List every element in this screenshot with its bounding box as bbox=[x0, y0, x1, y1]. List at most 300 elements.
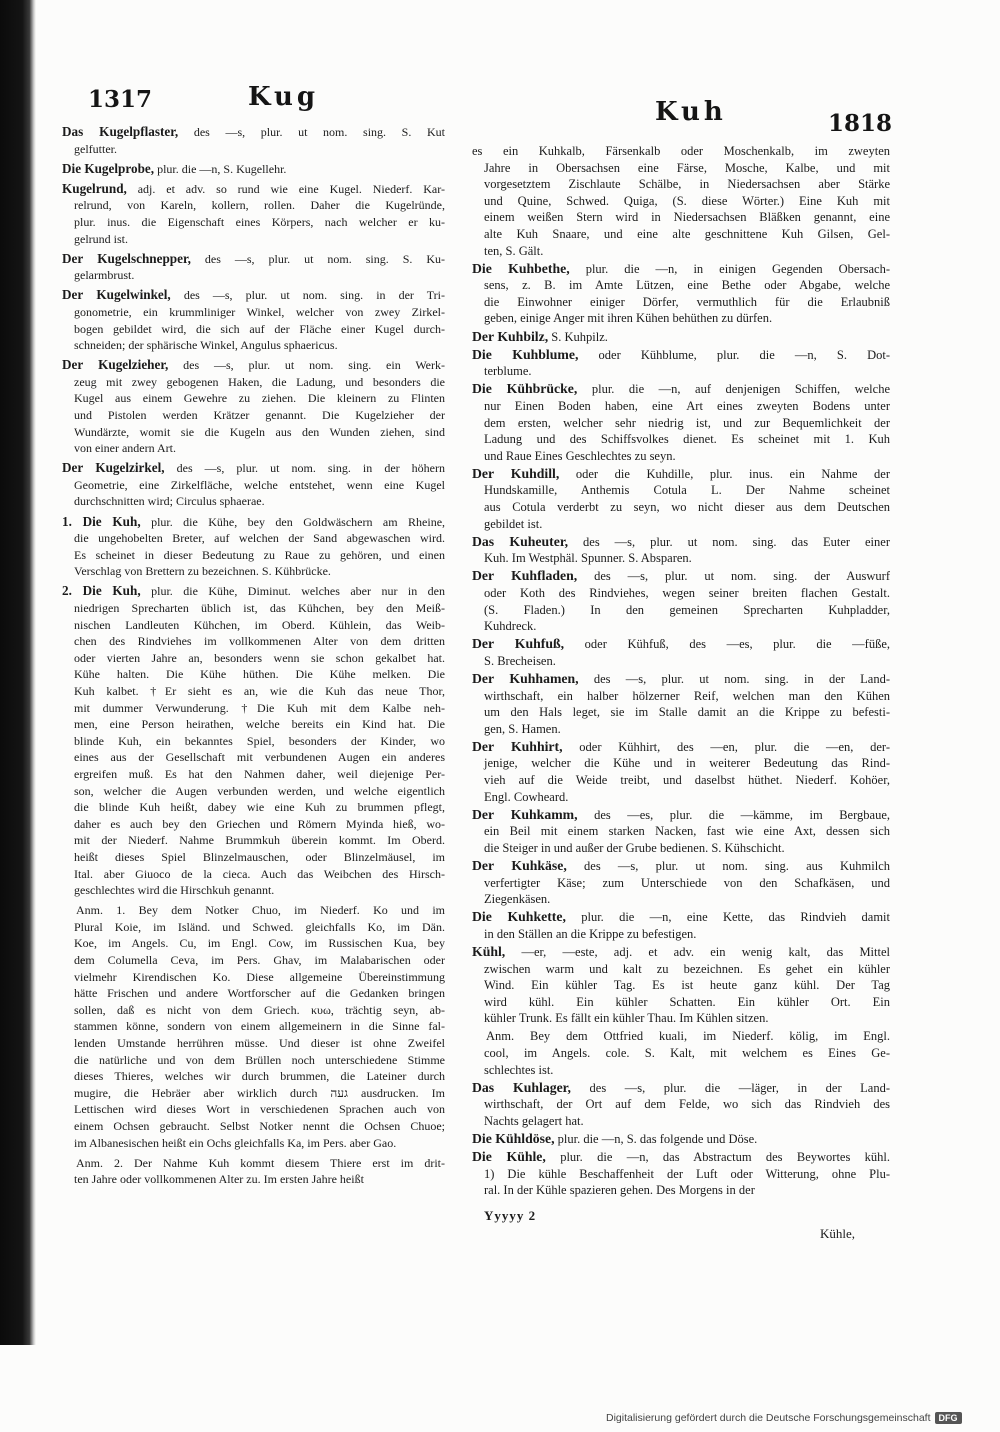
entry-line bbox=[472, 789, 890, 806]
catchword: Kühle, bbox=[820, 1226, 856, 1241]
line-text: oder Kühblume, plur. die —n, S. Dot- bbox=[598, 347, 890, 362]
line-text: und Raue Eines Geschlechtes zu seyn. bbox=[484, 448, 676, 463]
line-text: Ladung und des Schiffsvolkes dienet. Es scheinet mit 1. Kuh bbox=[484, 432, 890, 447]
entry-line bbox=[472, 875, 890, 892]
entry-line bbox=[472, 823, 890, 840]
annotation-note bbox=[62, 1155, 445, 1188]
entry-headword: Der Kuhkäse, bbox=[472, 857, 567, 873]
line-text: ein Beil mit einem starken Nacken, fast wie eine Axt, dessen sich bbox=[484, 824, 890, 839]
line-text: des —s, plur. ut nom. sing. S. Kut bbox=[193, 125, 445, 139]
annotation-note bbox=[62, 902, 445, 1151]
line-text: in den Ställen an die Krippe zu befestigen. bbox=[484, 926, 697, 941]
entry-line bbox=[62, 766, 445, 783]
entry-line bbox=[472, 994, 890, 1011]
line-text: mit der Niederf. Nahme Brummkuh überein kommt. Im Oberd. bbox=[74, 833, 445, 848]
dictionary-entry bbox=[472, 909, 890, 942]
entry-line bbox=[472, 143, 890, 160]
line-text: des —s, plur. ut nom. sing. ein Werk- bbox=[183, 358, 445, 373]
line-text: die Steiger in und außer der Grube bedienen. S. Kühschicht. bbox=[484, 840, 785, 855]
entry-line bbox=[62, 716, 445, 733]
entry-headword: Das Kugelpflaster, bbox=[62, 124, 179, 139]
entry-line bbox=[62, 357, 445, 374]
line-text: um den Hals leget, sie im Stalle damit an die Krippe zu befesti- bbox=[484, 705, 890, 720]
line-text: Koe, im Angels. Cu, im Engl. Cow, im Russischen Kua, bey bbox=[74, 936, 445, 951]
entry-line bbox=[472, 688, 890, 705]
line-text: Engl. Cowheard. bbox=[484, 789, 569, 804]
entry-line bbox=[62, 477, 445, 494]
line-text: gelfutter. bbox=[74, 141, 117, 156]
entry-headword: 2. Die Kuh, bbox=[62, 583, 141, 599]
entry-line bbox=[472, 602, 890, 619]
line-text: stammen könne, sondern von einem allgemeinern in die Sinne fal- bbox=[74, 1019, 445, 1034]
entry-line bbox=[472, 209, 890, 226]
line-text: Plural Koie, im Isländ. und Schwed. gleichfalls Ko, im Dän. bbox=[74, 919, 445, 934]
entry-line bbox=[472, 671, 890, 688]
line-text: Geometrie, eine Zirkelfläche, welche entstehet, wenn eine Kugel bbox=[74, 477, 445, 492]
line-text: blinde Kuh, ein bekanntes Spiel, besonders der Kinder, wo bbox=[74, 733, 445, 748]
entry-line bbox=[62, 583, 445, 600]
entry-line bbox=[62, 493, 445, 510]
line-text: Kühe halten. Die Kühe hüthen. Die Kühe melken. Die bbox=[74, 667, 445, 682]
line-text: aus Cotula verderbt zu seyn, wo nicht dieser aus dem Deutschen bbox=[484, 499, 890, 514]
dictionary-entry bbox=[62, 287, 445, 353]
entry-line bbox=[62, 935, 445, 952]
entry-line bbox=[62, 530, 445, 547]
dictionary-entry bbox=[62, 124, 445, 157]
dictionary-entry bbox=[62, 460, 445, 510]
entry-line bbox=[62, 287, 445, 304]
line-text: cool, im Angels. cole. S. Kalt, mit welchem es Eines Ge- bbox=[484, 1045, 890, 1060]
line-text: Ital. aber Giuoco de la cieca. Auch das Weibchen des Hirsch- bbox=[74, 866, 445, 881]
entry-headword: 1. Die Kuh, bbox=[62, 513, 141, 529]
entry-line bbox=[62, 1155, 445, 1172]
dictionary-entry bbox=[472, 347, 890, 380]
entry-headword: Der Kugelzieher, bbox=[62, 357, 169, 373]
dictionary-entry bbox=[472, 807, 890, 857]
line-text: dieses Thieres, welches wir durch brummen, die Lateiner durch bbox=[74, 1069, 445, 1084]
line-text: kühler Trunk. Es fällt ein kühler Thau. Im Kühlen sitzen. bbox=[484, 1011, 769, 1026]
entry-line bbox=[62, 440, 445, 457]
line-text: 1) Die kühle Beschaffenheit der Luft oder Witterung, ohne Plu- bbox=[484, 1166, 890, 1181]
note-label: Anm. 1. bbox=[76, 903, 126, 918]
line-text: gelarmbrust. bbox=[74, 268, 135, 283]
line-text: mugire, die Hebräer aber wirklich durch געה ausdrucken. Im bbox=[74, 1085, 445, 1100]
entry-line bbox=[472, 891, 890, 908]
line-text: ral. In der Kühle spazieren gehen. Des Morgens in der bbox=[484, 1183, 755, 1198]
entry-line bbox=[62, 231, 445, 248]
line-text: zwischen warm und kalt zu bezeichnen. Es gehet ein kühler bbox=[484, 961, 890, 976]
line-text: ten, S. Gält. bbox=[484, 243, 544, 258]
line-text: von einer andern Art. bbox=[74, 441, 176, 456]
entry-line bbox=[472, 482, 890, 499]
right-page-number: 1818 bbox=[828, 110, 893, 137]
entry-headword: Kühl, bbox=[472, 943, 506, 959]
dictionary-entry bbox=[62, 181, 445, 247]
entry-line bbox=[62, 600, 445, 617]
line-text: bogen gebildet wird, die sich auf der Fläche einer Kugel durch- bbox=[74, 321, 445, 336]
entry-line bbox=[472, 961, 890, 978]
line-text: plur. die —n, in einigen Gegenden Obersach- bbox=[585, 261, 890, 276]
line-text: Kuh. Im Westphäl. Spunner. S. Absparen. bbox=[484, 551, 692, 566]
line-text: vorgesetztem Zischlaute Schälbe, in Niedersachsen aber Stärke bbox=[484, 177, 890, 192]
line-text: schneiden; der sphärische Winkel, Angulus sphaericus. bbox=[74, 338, 338, 353]
line-text: des —s, plur. ut nom. sing. in der Tri- bbox=[183, 288, 445, 303]
line-text: gen, S. Hamen. bbox=[484, 721, 561, 736]
dictionary-entry bbox=[472, 143, 890, 259]
line-text: Nachts gelagert hat. bbox=[484, 1113, 584, 1128]
line-text: sollen, daß es nicht von dem Griech. κυω, trächtig seyn, ab- bbox=[74, 1002, 445, 1017]
entry-line bbox=[472, 1010, 890, 1027]
line-text: ten Jahre oder vollkommenen Alter zu. Im ersten Jahre heißt bbox=[74, 1172, 364, 1187]
line-text: verfertigter Käse; zum Unterschiede von den Schafkäsen, und bbox=[484, 875, 890, 890]
entry-line bbox=[62, 985, 445, 1002]
entry-line bbox=[472, 858, 890, 875]
entry-line bbox=[62, 799, 445, 816]
dictionary-entry bbox=[62, 514, 445, 580]
entry-line bbox=[62, 1171, 445, 1188]
entry-line bbox=[62, 197, 445, 214]
line-text: eines aus der Gesellschaft mit verbundenen Augen ein anderes bbox=[74, 750, 445, 765]
entry-line bbox=[472, 739, 890, 756]
line-text: plur. die —n, S. Kugellehr. bbox=[157, 161, 287, 176]
entry-line bbox=[472, 243, 890, 260]
line-text: schlechtes ist. bbox=[484, 1062, 554, 1077]
line-text: S. Kuhpilz. bbox=[551, 329, 608, 344]
dictionary-entry bbox=[472, 1080, 890, 1130]
entry-headword: Der Kuhhirt, bbox=[472, 738, 563, 754]
entry-headword: Der Kuhkamm, bbox=[472, 806, 578, 822]
entry-line bbox=[62, 650, 445, 667]
entry-headword: Kugelrund, bbox=[62, 180, 127, 196]
line-text: Kugel aus einem Gewehre zu ziehen. Die kleinern zu Flinten bbox=[74, 391, 445, 406]
entry-line bbox=[472, 160, 890, 177]
note-label: Anm. bbox=[486, 1029, 515, 1044]
line-text: Bey dem Notker Chuo, im Niederf. Ko und im bbox=[138, 903, 445, 918]
entry-line bbox=[62, 1018, 445, 1035]
left-column bbox=[62, 124, 445, 1188]
entry-line bbox=[472, 1131, 890, 1148]
line-text: Jahre in Obersachsen eine Färse, Mosche, Kalbe, und mit bbox=[484, 160, 890, 175]
dictionary-entry bbox=[472, 636, 890, 669]
entry-line bbox=[472, 755, 890, 772]
line-text: terblume. bbox=[484, 364, 532, 379]
line-text: des —es, plur. die —kämme, im Bergbaue, bbox=[594, 807, 890, 822]
line-text: wirthschaft, der Ort auf dem Felde, wo sich das Rindvieh des bbox=[484, 1097, 890, 1112]
entry-line bbox=[472, 448, 890, 465]
entry-headword: Die Kühldöse, bbox=[472, 1130, 555, 1146]
line-text: Wind. Ein kühler Tag. Es ist heute ganz kühl. Der Tag bbox=[484, 978, 890, 993]
dictionary-entry bbox=[472, 1149, 890, 1199]
entry-line bbox=[472, 721, 890, 738]
line-text: die ungehobelten Breter, auf welchen der Sand abgewaschen wird. bbox=[74, 531, 445, 546]
entry-line bbox=[62, 1002, 445, 1019]
digitization-footer bbox=[606, 1410, 962, 1426]
entry-line bbox=[472, 1182, 890, 1199]
dictionary-entry bbox=[472, 1131, 890, 1148]
entry-line bbox=[472, 585, 890, 602]
entry-line bbox=[62, 141, 445, 158]
entry-headword: Das Kuheuter, bbox=[472, 533, 569, 549]
entry-line bbox=[62, 304, 445, 321]
line-text: einem Ochsen gebraucht. Selbst Notker nennt die Ochsen Chuoe; bbox=[74, 1118, 445, 1133]
entry-line bbox=[62, 1085, 445, 1102]
entry-headword: Der Kugelzirkel, bbox=[62, 460, 165, 476]
entry-headword: Die Kuhkette, bbox=[472, 909, 566, 925]
entry-line bbox=[62, 321, 445, 338]
entry-line bbox=[472, 516, 890, 533]
dictionary-entry bbox=[472, 944, 890, 1027]
line-text: (S. Fladen.) In den gemeinen Sprecharten Kuhpladder, bbox=[484, 602, 890, 617]
line-text: und Quine, Schwed. Quiga, (S. diese Wörter.) Eine Kuh mit bbox=[484, 193, 890, 208]
line-text: wirthschaft, ein halber hölzerner Reif, welchen man den Kühen bbox=[484, 688, 890, 703]
line-text: es ein Kuhkalb, Färsenkalb oder Moschenkalb, im zweyten bbox=[472, 144, 890, 158]
line-text: des —s, plur. ut nom. sing. das Euter einer bbox=[583, 534, 890, 549]
dictionary-entry bbox=[472, 534, 890, 567]
line-text: oder Kühfuß, des —es, plur. die —füße, bbox=[584, 637, 890, 652]
line-text: Kuhdreck. bbox=[484, 619, 537, 634]
entry-line bbox=[472, 1080, 890, 1097]
line-text: Ziegenkäsen. bbox=[484, 892, 551, 907]
line-text: men, eine Person heirathen, welche bereits ein Kind hat. Die bbox=[74, 717, 445, 732]
line-text: einem weißen Stern wird in Niedersachsen Bläßken genannt, eine bbox=[484, 210, 890, 225]
dictionary-entry bbox=[472, 739, 890, 805]
line-text: gonometrie, ein krummliniger Winkel, welcher von zwey Zirkel- bbox=[74, 304, 445, 319]
entry-line bbox=[62, 683, 445, 700]
entry-line bbox=[472, 618, 890, 635]
line-text: im Albanesischen heißt ein Ochs gleichfalls Ka, im Pers. aber Gao. bbox=[74, 1135, 397, 1150]
line-text: geben, einige Anger mit ihren Kühen behüthen zu dürfen. bbox=[484, 311, 773, 326]
entry-line bbox=[472, 466, 890, 483]
line-text: plur. die Kühe, bey den Goldwäschern am Rheine, bbox=[151, 514, 445, 529]
line-text: plur. die Kühe, Diminut. welches aber nur in den bbox=[151, 584, 445, 599]
annotation-note bbox=[472, 1028, 890, 1078]
entry-line bbox=[62, 1135, 445, 1152]
entry-headword: Die Kuhblume, bbox=[472, 346, 579, 362]
entry-line bbox=[472, 704, 890, 721]
entry-line bbox=[472, 807, 890, 824]
dictionary-entry bbox=[472, 671, 890, 737]
line-text: plur. die —n, eine Kette, das Rindvieh damit bbox=[581, 910, 890, 925]
entry-line bbox=[472, 347, 890, 364]
line-text: sens, z. B. im Amte Lützen, eine Bethe oder Abgabe, welche bbox=[484, 278, 890, 293]
entry-line bbox=[62, 733, 445, 750]
line-text: Bey dem Ottfried kuali, im Niederf. kölig, im Engl. bbox=[530, 1029, 890, 1044]
entry-line bbox=[62, 181, 445, 198]
dictionary-entry bbox=[472, 381, 890, 464]
line-text: —er, —este, adj. et adv. ein wenig kalt, das Mittel bbox=[521, 944, 890, 959]
entry-line bbox=[62, 700, 445, 717]
dictionary-entry bbox=[472, 261, 890, 327]
line-text: die natürliche und von dem Brüllen noch unterschiedene Stimme bbox=[74, 1052, 445, 1067]
line-text: Der Nahme Kuh kommt diesem Thiere erst im drit- bbox=[134, 1155, 445, 1170]
line-text: Wundärzte, womit sie die Kugeln aus den Wunden ziehen, sind bbox=[74, 424, 445, 439]
entry-headword: Der Kugelschnepper, bbox=[62, 250, 191, 266]
entry-headword: Der Kuhhamen, bbox=[472, 670, 579, 686]
line-text: des —s, plur. ut nom. sing. aus Kuhmilch bbox=[584, 858, 890, 873]
entry-line bbox=[62, 161, 445, 178]
entry-line bbox=[62, 882, 445, 899]
entry-line bbox=[472, 568, 890, 585]
entry-line bbox=[472, 1149, 890, 1166]
entry-line bbox=[472, 909, 890, 926]
line-text: Verschlag von Brettern zu bezeichnen. S. Kühbrücke. bbox=[74, 564, 331, 579]
entry-line bbox=[472, 926, 890, 943]
entry-line bbox=[62, 1118, 445, 1135]
scanner-edge-shadow bbox=[0, 0, 36, 1345]
line-text: oder Koth des Rindviehes, wegen seiner breiten flachen Gestalt. bbox=[484, 585, 890, 600]
line-text: des —s, plur. die —läger, in der Land- bbox=[589, 1080, 890, 1095]
line-text: hätte Frischen und andere Wortforscher auf die Gedanken bringen bbox=[74, 986, 445, 1001]
entry-line bbox=[472, 944, 890, 961]
entry-line bbox=[472, 499, 890, 516]
line-text: des —s, plur. ut nom. sing. der Auswurf bbox=[594, 569, 890, 584]
entry-line bbox=[472, 431, 890, 448]
note-label: Anm. 2. bbox=[76, 1155, 123, 1170]
entry-line bbox=[472, 1028, 890, 1045]
entry-line bbox=[472, 550, 890, 567]
line-text: chen des Rindviehes im vollkommenen Alter von dem dritten bbox=[74, 634, 445, 649]
entry-line bbox=[62, 617, 445, 634]
entry-line bbox=[472, 653, 890, 670]
line-text: nischen Landleuten Kühchen, im Oberd. Kühlein, das Weib- bbox=[74, 617, 445, 632]
entry-line bbox=[62, 666, 445, 683]
entry-line bbox=[62, 424, 445, 441]
dfg-logo-icon: DFG bbox=[935, 1412, 962, 1424]
entry-line bbox=[472, 1166, 890, 1183]
entry-headword: Der Kuhfuß, bbox=[472, 636, 565, 652]
entry-line bbox=[472, 193, 890, 210]
dictionary-entry bbox=[472, 466, 890, 532]
printer-signature: Yyyyy 2 bbox=[484, 1208, 537, 1223]
line-text: gebildet ist. bbox=[484, 516, 543, 531]
entry-line bbox=[472, 398, 890, 415]
entry-line bbox=[62, 374, 445, 391]
entry-line bbox=[472, 310, 890, 327]
right-running-head: Kuh bbox=[655, 97, 727, 127]
entry-line bbox=[62, 337, 445, 354]
line-text: ergreifen muß. Es hat den Nahmen daher, weil diejenige Per- bbox=[74, 766, 445, 781]
dictionary-entry bbox=[472, 329, 890, 346]
line-text: oder die Kuhdille, plur. inus. ein Nahme der bbox=[575, 466, 890, 481]
line-text: die Einwohner einiger Dörfer, vermuthlich für die Erlaubniß bbox=[484, 294, 890, 309]
entry-line bbox=[62, 849, 445, 866]
entry-line bbox=[472, 1113, 890, 1130]
entry-line bbox=[472, 534, 890, 551]
line-text: dem Columella Ceva, im Pers. Ghav, im Malabarischen oder bbox=[74, 953, 445, 967]
entry-line bbox=[472, 363, 890, 380]
line-text: vielmehr Kirendischen Ko. Diese allgemeine Übereinstimmung bbox=[74, 969, 445, 984]
entry-line bbox=[472, 1062, 890, 1079]
line-text: plur. die —n, das Abstractum des Beywortes kühl. bbox=[560, 1150, 890, 1165]
right-column bbox=[472, 143, 890, 1199]
line-text: jenige, welcher die Kühe und in weiterer Bedeutung das Rind- bbox=[484, 756, 890, 771]
dictionary-entry bbox=[62, 583, 445, 898]
entry-line bbox=[62, 749, 445, 766]
entry-line bbox=[62, 407, 445, 424]
line-text: son, welcher die Augen verbunden werden, und welche eigentlich bbox=[74, 783, 445, 798]
entry-line bbox=[62, 547, 445, 564]
line-text: vieh auf die Weide treibt, und daselbst hüthet. Niederf. Kohöer, bbox=[484, 772, 890, 787]
line-text: dem ersten, welcher sehr niedrig ist, und zur Bequemlichkeit der bbox=[484, 415, 890, 430]
line-text: und Pistolen werden Krätzer genannt. Die Kugelzieher der bbox=[74, 408, 445, 422]
footer-credit: Digitalisierung gefördert durch die Deutsche Forschungsgemeinschaft bbox=[606, 1412, 931, 1424]
entry-line bbox=[472, 840, 890, 857]
entry-line bbox=[62, 783, 445, 800]
line-text: mit dummer Verwunderung. †Die Kuh mit dem Kalbe neh- bbox=[74, 700, 445, 715]
line-text: niedrigen Sprecharten üblich ist, das Kühchen, bey den Meiß- bbox=[74, 601, 445, 616]
entry-line bbox=[62, 902, 445, 919]
line-text: Hundskamille, Anthemis Cotula L. Der Nahme scheinet bbox=[484, 483, 890, 498]
line-text: plur. die —n, S. das folgende und Döse. bbox=[557, 1131, 758, 1146]
line-text: Kuh kalbet. †Er sieht es an, wie die Kuh das neue Thor, bbox=[74, 684, 445, 698]
line-text: Lettischen wird dieses Wort in verschiedenen Sprachen auch von bbox=[74, 1102, 445, 1117]
entry-headword: Der Kuhdill, bbox=[472, 465, 560, 481]
line-text: lenden Umstande herrühren müsse. Und dieser ist ohne Zweifel bbox=[74, 1035, 445, 1050]
entry-headword: Der Kugelwinkel, bbox=[62, 287, 171, 303]
entry-headword: Die Kühle, bbox=[472, 1149, 546, 1165]
line-text: nur Einen Boden haben, eine Art eines zweyten Bodens unter bbox=[484, 398, 890, 413]
entry-headword: Die Kühbrücke, bbox=[472, 381, 578, 397]
line-text: daher es auch bey den Griechen und Römern Myinda hieß, wo- bbox=[74, 816, 445, 831]
entry-line bbox=[62, 832, 445, 849]
entry-line bbox=[472, 1096, 890, 1113]
line-text: des —s, plur. ut nom. sing. in der höhern bbox=[176, 461, 445, 476]
entry-line bbox=[472, 636, 890, 653]
entry-line bbox=[472, 381, 890, 398]
line-text: gelrund ist. bbox=[74, 231, 128, 246]
entry-line bbox=[62, 816, 445, 833]
line-text: oder Kühhirt, des —en, plur. die —en, der- bbox=[579, 739, 890, 754]
dictionary-entry bbox=[62, 161, 445, 178]
entry-line bbox=[62, 1052, 445, 1069]
entry-line bbox=[472, 977, 890, 994]
dictionary-entry bbox=[62, 357, 445, 457]
line-text: plur. die —n, auf denjenigen Schiffen, welche bbox=[591, 382, 890, 397]
entry-headword: Das Kuhlager, bbox=[472, 1079, 571, 1095]
entry-line bbox=[472, 294, 890, 311]
entry-line bbox=[62, 919, 445, 936]
line-text: die blinde Kuh heißt, dabey wie eine Kuh zu brummen pflegt, bbox=[74, 800, 445, 815]
entry-line bbox=[62, 866, 445, 883]
line-text: relrund, von Kareln, kollern, rollen. Daher die Kugelründe, bbox=[74, 198, 445, 213]
entry-line bbox=[472, 415, 890, 432]
entry-line bbox=[62, 1035, 445, 1052]
entry-headword: Die Kuhbethe, bbox=[472, 260, 570, 276]
entry-headword: Die Kugelprobe, bbox=[62, 160, 155, 176]
line-text: geschlechtes wird die Hirschkuh genannt. bbox=[74, 883, 275, 898]
left-running-head: Kug bbox=[248, 82, 320, 112]
left-page-number: 1317 bbox=[88, 86, 153, 113]
dictionary-entry bbox=[472, 568, 890, 634]
entry-line bbox=[472, 772, 890, 789]
entry-line bbox=[62, 124, 445, 141]
line-text: durchschnitten wird; Circulus sphaerae. bbox=[74, 494, 265, 509]
dictionary-entry bbox=[472, 858, 890, 908]
entry-line bbox=[472, 329, 890, 346]
entry-line bbox=[62, 267, 445, 284]
dictionary-entry bbox=[62, 251, 445, 284]
entry-line bbox=[472, 176, 890, 193]
entry-line bbox=[62, 1101, 445, 1118]
line-text: adj. et adv. so rund wie eine Kugel. Niederf. Kar- bbox=[137, 181, 445, 196]
entry-headword: Der Kuhfladen, bbox=[472, 568, 578, 584]
line-text: alte Kuh Snaare, und eine alte geschnittene Kuh Gilsen, Gel- bbox=[484, 226, 890, 241]
entry-line bbox=[472, 261, 890, 278]
line-text: heißt dieses Spiel Blinzelmauschen, oder Blinzelmäusel, im bbox=[74, 849, 445, 864]
entry-line bbox=[62, 1068, 445, 1085]
line-text: oder vierten Jahre an, besonders wenn sie schon gekalbet hat. bbox=[74, 650, 445, 665]
entry-line bbox=[62, 214, 445, 231]
